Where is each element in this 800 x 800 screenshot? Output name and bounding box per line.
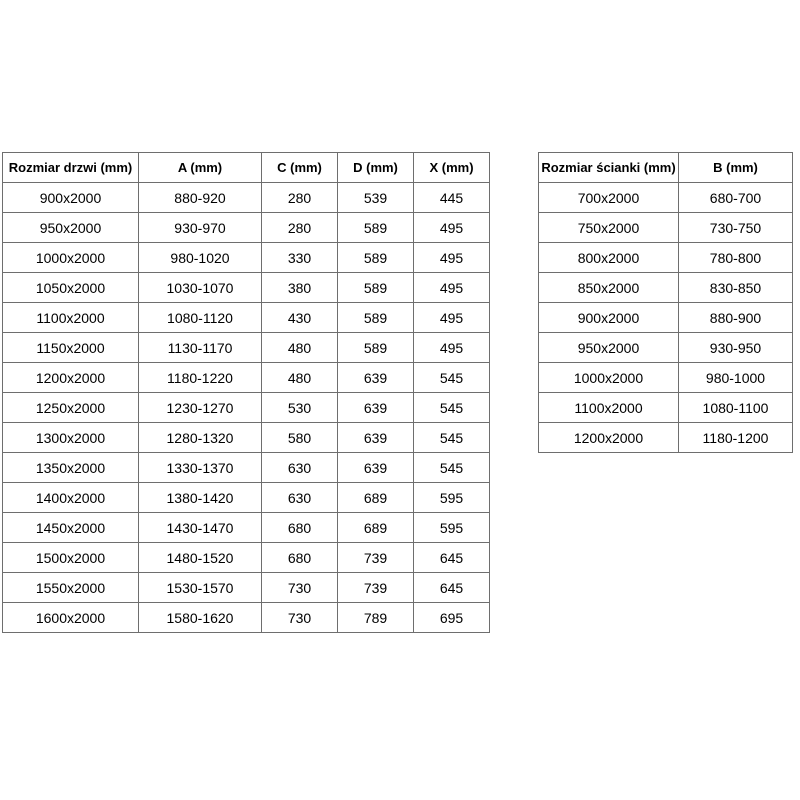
table-cell: 545 — [414, 363, 490, 393]
table-cell: 880-920 — [139, 183, 262, 213]
table-cell: 1100x2000 — [3, 303, 139, 333]
table-cell: 1250x2000 — [3, 393, 139, 423]
table-cell: 930-950 — [679, 333, 793, 363]
table-cell: 1180-1220 — [139, 363, 262, 393]
table-cell: 880-900 — [679, 303, 793, 333]
table-cell: 639 — [338, 363, 414, 393]
table-cell: 545 — [414, 423, 490, 453]
column-header: C (mm) — [262, 153, 338, 183]
table-cell: 589 — [338, 243, 414, 273]
column-header: X (mm) — [414, 153, 490, 183]
table-row — [3, 423, 490, 453]
table-cell: 700x2000 — [539, 183, 679, 213]
table-cell: 630 — [262, 483, 338, 513]
table-cell: 595 — [414, 483, 490, 513]
table-row — [3, 393, 490, 423]
table-cell: 1400x2000 — [3, 483, 139, 513]
table-cell: 930-970 — [139, 213, 262, 243]
table-row — [3, 543, 490, 573]
table-cell: 639 — [338, 453, 414, 483]
table-cell: 595 — [414, 513, 490, 543]
table-cell: 730 — [262, 603, 338, 633]
table-cell: 739 — [338, 573, 414, 603]
table-cell: 589 — [338, 213, 414, 243]
table-cell: 1000x2000 — [3, 243, 139, 273]
table-row — [539, 303, 793, 333]
table-cell: 830-850 — [679, 273, 793, 303]
column-header: Rozmiar drzwi (mm) — [3, 153, 139, 183]
table-row — [3, 483, 490, 513]
table-cell: 680 — [262, 513, 338, 543]
table-cell: 639 — [338, 423, 414, 453]
table-cell: 1600x2000 — [3, 603, 139, 633]
table-row — [3, 213, 490, 243]
table-cell: 1580-1620 — [139, 603, 262, 633]
door-sizes-table-header — [3, 153, 490, 183]
column-header: B (mm) — [679, 153, 793, 183]
wall-sizes-table-header — [539, 153, 793, 183]
table-cell: 539 — [338, 183, 414, 213]
table-row — [539, 243, 793, 273]
table-cell: 1430-1470 — [139, 513, 262, 543]
table-cell: 1000x2000 — [539, 363, 679, 393]
table-cell: 589 — [338, 273, 414, 303]
table-cell: 495 — [414, 213, 490, 243]
table-cell: 495 — [414, 333, 490, 363]
table-cell: 680 — [262, 543, 338, 573]
table-cell: 495 — [414, 243, 490, 273]
table-cell: 1300x2000 — [3, 423, 139, 453]
table-cell: 645 — [414, 573, 490, 603]
table-cell: 480 — [262, 333, 338, 363]
table-row — [3, 453, 490, 483]
table-row — [539, 363, 793, 393]
table-row — [3, 243, 490, 273]
table-cell: 330 — [262, 243, 338, 273]
table-cell: 1100x2000 — [539, 393, 679, 423]
table-cell: 1050x2000 — [3, 273, 139, 303]
table-cell: 689 — [338, 483, 414, 513]
table-cell: 1200x2000 — [3, 363, 139, 393]
table-cell: 589 — [338, 333, 414, 363]
table-row — [539, 393, 793, 423]
table-row — [3, 333, 490, 363]
table-cell: 380 — [262, 273, 338, 303]
table-cell: 1200x2000 — [539, 423, 679, 453]
table-cell: 800x2000 — [539, 243, 679, 273]
table-row — [3, 573, 490, 603]
table-cell: 739 — [338, 543, 414, 573]
table-row — [539, 333, 793, 363]
table-row — [539, 423, 793, 453]
table-cell: 1450x2000 — [3, 513, 139, 543]
table-row — [539, 273, 793, 303]
table-row — [539, 183, 793, 213]
table-cell: 545 — [414, 453, 490, 483]
table-cell: 730 — [262, 573, 338, 603]
table-cell: 530 — [262, 393, 338, 423]
table-cell: 1530-1570 — [139, 573, 262, 603]
door-sizes-table — [2, 152, 490, 633]
table-cell: 495 — [414, 273, 490, 303]
table-cell: 589 — [338, 303, 414, 333]
table-cell: 780-800 — [679, 243, 793, 273]
table-cell: 280 — [262, 183, 338, 213]
table-cell: 445 — [414, 183, 490, 213]
table-cell: 580 — [262, 423, 338, 453]
table-cell: 430 — [262, 303, 338, 333]
table-cell: 1180-1200 — [679, 423, 793, 453]
table-cell: 545 — [414, 393, 490, 423]
table-cell: 730-750 — [679, 213, 793, 243]
table-cell: 695 — [414, 603, 490, 633]
table-row — [3, 363, 490, 393]
table-cell: 1330-1370 — [139, 453, 262, 483]
table-cell: 1380-1420 — [139, 483, 262, 513]
table-row — [3, 303, 490, 333]
table-row — [3, 273, 490, 303]
header-row — [3, 153, 490, 183]
table-cell: 980-1020 — [139, 243, 262, 273]
table-row — [3, 183, 490, 213]
column-header: Rozmiar ścianki (mm) — [539, 153, 679, 183]
table-row — [3, 603, 490, 633]
wall-sizes-table — [538, 152, 793, 453]
table-cell: 850x2000 — [539, 273, 679, 303]
table-cell: 1150x2000 — [3, 333, 139, 363]
table-cell: 950x2000 — [539, 333, 679, 363]
table-cell: 900x2000 — [539, 303, 679, 333]
table-cell: 1230-1270 — [139, 393, 262, 423]
table-row — [539, 213, 793, 243]
table-row — [3, 513, 490, 543]
table-cell: 1280-1320 — [139, 423, 262, 453]
table-cell: 900x2000 — [3, 183, 139, 213]
table-cell: 630 — [262, 453, 338, 483]
table-cell: 950x2000 — [3, 213, 139, 243]
table-cell: 750x2000 — [539, 213, 679, 243]
table-cell: 980-1000 — [679, 363, 793, 393]
table-cell: 1500x2000 — [3, 543, 139, 573]
table-cell: 1080-1100 — [679, 393, 793, 423]
table-cell: 1080-1120 — [139, 303, 262, 333]
table-cell: 495 — [414, 303, 490, 333]
table-cell: 639 — [338, 393, 414, 423]
table-cell: 1350x2000 — [3, 453, 139, 483]
column-header: A (mm) — [139, 153, 262, 183]
table-cell: 1550x2000 — [3, 573, 139, 603]
table-cell: 680-700 — [679, 183, 793, 213]
table-cell: 480 — [262, 363, 338, 393]
column-header: D (mm) — [338, 153, 414, 183]
door-sizes-table-body — [3, 183, 490, 633]
table-cell: 789 — [338, 603, 414, 633]
table-cell: 645 — [414, 543, 490, 573]
table-cell: 1480-1520 — [139, 543, 262, 573]
table-cell: 1130-1170 — [139, 333, 262, 363]
table-cell: 1030-1070 — [139, 273, 262, 303]
table-cell: 280 — [262, 213, 338, 243]
table-cell: 689 — [338, 513, 414, 543]
wall-sizes-table-body — [539, 183, 793, 453]
header-row — [539, 153, 793, 183]
